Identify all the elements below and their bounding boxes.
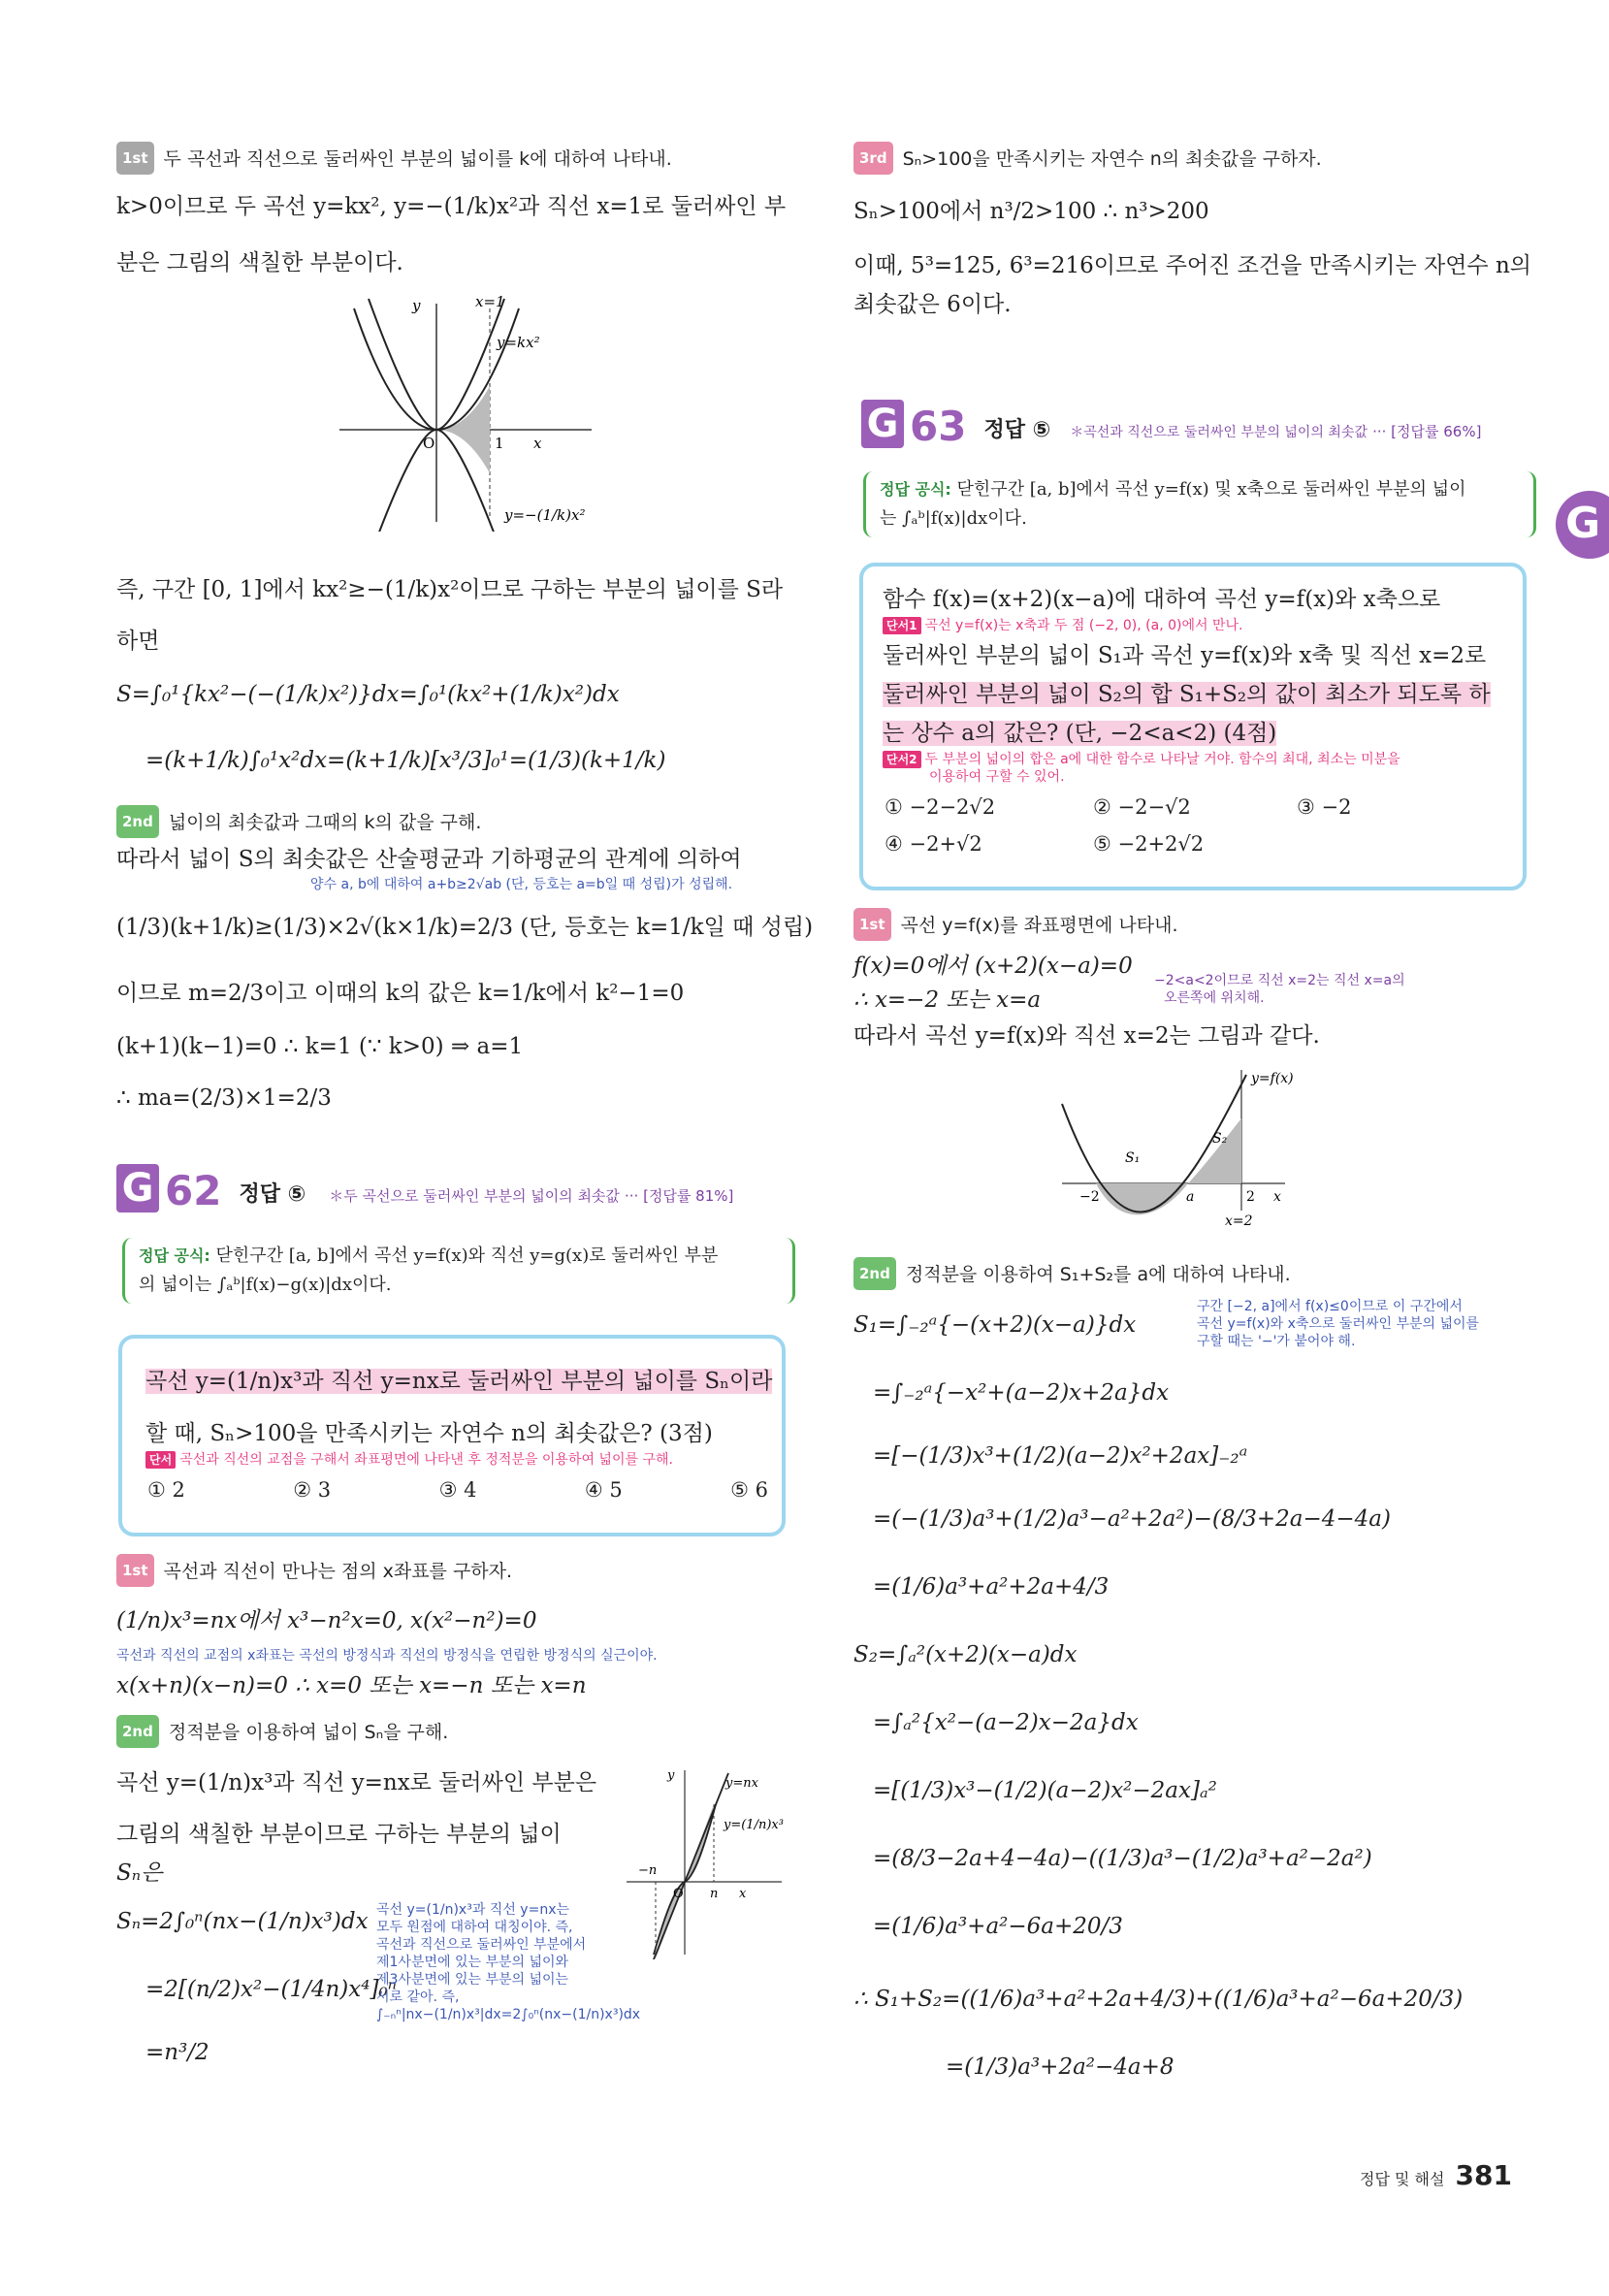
formula-box <box>122 1238 795 1304</box>
choice-5[interactable]: ⑤ 6 <box>730 1478 768 1502</box>
formula-label: 정답 공식: <box>139 1246 210 1265</box>
note-line: 곡선과 직선으로 둘러싸인 부분에서 <box>376 1937 587 1953</box>
note-line: 제1사분면에 있는 부분의 넓이와 <box>376 1955 569 1970</box>
problem-number: 63 <box>910 403 967 450</box>
step1-header <box>853 908 1178 941</box>
hint-badge: 단서1 <box>883 617 921 634</box>
equation: f(x)=0에서 (x+2)(x−a)=0 <box>853 954 1133 979</box>
text-line: 이므로 m=2/3이고 이때의 k의 값은 k=1/k에서 k²−1=0 <box>116 981 685 1006</box>
step-title: 넓이의 최솟값과 그때의 k의 값을 구해. <box>168 812 482 833</box>
page-number: 381 <box>1455 2159 1512 2191</box>
axis-label: x <box>739 1887 747 1901</box>
text-line: 분은 그림의 색칠한 부분이다. <box>116 250 403 275</box>
note-line: ∫₋ₙⁿ|nx−(1/n)x³|dx=2∫₀ⁿ(nx−(1/n)x³)dx <box>376 2007 641 2022</box>
equation: =(1/6)a³+a²−6a+20/3 <box>873 1914 1123 1939</box>
highlight: 곡선 y=(1/n)x³과 직선 y=nx로 둘러싸인 부분의 넓이를 Sₙ이라 <box>145 1369 773 1394</box>
choice-5[interactable]: ⑤ −2+2√2 <box>1093 832 1205 856</box>
note-line: 제3사분면에 있는 부분의 넓이는 <box>376 1972 569 1988</box>
text-line: 하면 <box>116 629 160 654</box>
side-note <box>376 1901 641 2023</box>
text-line: 그림의 색칠한 부분이므로 구하는 부분의 넓이 <box>116 1822 562 1847</box>
equation: Sₙ>100에서 n³/2>100 ∴ n³>200 <box>853 199 1209 224</box>
equation: ∴ ma=(2/3)×1=2/3 <box>116 1085 332 1111</box>
step2-header <box>116 1715 448 1748</box>
step1-header <box>116 142 672 175</box>
hint-text: 곡선 y=f(x)는 x축과 두 점 (−2, 0), (a, 0)에서 만나. <box>924 618 1243 633</box>
text-line: 따라서 곡선 y=f(x)와 직선 x=2는 그림과 같다. <box>853 1023 1320 1049</box>
choice-4[interactable]: ④ −2+√2 <box>885 832 982 856</box>
equation: =∫ₐ²{x²−(a−2)x−2a}dx <box>873 1710 1139 1735</box>
text-line: Sₙ은 <box>116 1860 163 1886</box>
step1-header <box>116 1554 512 1587</box>
tick-label: −n <box>638 1863 658 1878</box>
note-line: 곡선 y=f(x)와 x축으로 둘러싸인 부분의 넓이를 <box>1197 1316 1480 1332</box>
quadratic-figure <box>1052 1065 1304 1230</box>
choice-1[interactable]: ① 2 <box>147 1478 185 1502</box>
hint-text: 이용하여 구할 수 있어. <box>929 769 1065 785</box>
side-note <box>1154 972 1405 1007</box>
step3-header <box>853 142 1322 175</box>
choice-list <box>885 795 1466 856</box>
equation: (1/n)x³=nx에서 x³−n²x=0, x(x²−n²)=0 <box>116 1608 537 1633</box>
equation: S₁=∫₋₂ᵃ{−(x+2)(x−a)}dx <box>853 1312 1137 1338</box>
side-note: 양수 a, b에 대하여 a+b≥2√ab (단, 등호는 a=b일 때 성립)가 성립해. <box>310 877 733 892</box>
step-badge: 1st <box>116 1554 154 1587</box>
step-badge: 3rd <box>853 142 893 175</box>
note-line: 구간 [−2, a]에서 f(x)≤0이므로 이 구간에서 <box>1197 1299 1463 1314</box>
curve-label: y=−(1/k)x² <box>504 506 586 524</box>
equation: S₂=∫ₐ²(x+2)(x−a)dx <box>853 1642 1078 1667</box>
text-line: 최솟값은 6이다. <box>853 292 1012 317</box>
axis-label: y <box>412 297 421 314</box>
formula-text: 는 ∫ₐᵇ|f(x)|dx이다. <box>880 508 1027 529</box>
choice-3[interactable]: ③ 4 <box>438 1478 477 1502</box>
equation: =[−(1/3)x³+(1/2)(a−2)x²+2ax]₋₂ᵃ <box>873 1443 1248 1469</box>
equation: =2[(n/2)x²−(1/4n)x⁴]₀ⁿ <box>145 1977 397 2002</box>
question-text <box>145 1366 772 1397</box>
step2-header <box>853 1257 1291 1290</box>
step-badge: 2nd <box>853 1257 896 1290</box>
equation: (1/3)(k+1/k)≥(1/3)×2√(k×1/k)=2/3 (단, 등호는 k=1/k일 때 성립) <box>116 915 814 940</box>
question-text: 둘러싸인 부분의 넓이 S₁과 곡선 y=f(x)와 x축 및 직선 x=2로 <box>883 643 1487 668</box>
note-line: 모두 원점에 대하여 대칭이야. 즉, <box>376 1920 573 1935</box>
step-title: 곡선과 직선이 만나는 점의 x좌표를 구하자. <box>163 1561 513 1582</box>
hint-text: 곡선과 직선의 교점을 구해서 좌표평면에 나타낸 후 정적분을 이용하여 넓이를 구해. <box>179 1452 673 1468</box>
origin-label: O <box>423 435 435 452</box>
hint-badge: 단서 <box>145 1451 176 1469</box>
axis-label: x <box>533 435 542 452</box>
formula-box <box>863 471 1536 537</box>
equation: =n³/2 <box>145 2040 209 2065</box>
text-line: 이때, 5³=125, 6³=216이므로 주어진 조건을 만족시키는 자연수 n의 <box>853 253 1532 278</box>
equation: x(x+n)(x−n)=0 ∴ x=0 또는 x=−n 또는 x=n <box>116 1673 587 1698</box>
text-line: 따라서 넓이 S의 최솟값은 산술평균과 기하평균의 관계에 의하여 <box>116 847 742 872</box>
tick-label: a <box>1186 1189 1195 1205</box>
equation: =(k+1/k)∫₀¹x²dx=(k+1/k)[x³/3]₀¹=(1/3)(k+1/k) <box>145 748 666 773</box>
question-text <box>883 679 1491 710</box>
step-title: 곡선 y=f(x)를 좌표평면에 나타내. <box>900 915 1178 936</box>
rate-label: ··· [정답률 66%] <box>1372 423 1482 440</box>
step-badge: 1st <box>853 908 891 941</box>
line-label: y=nx <box>725 1776 758 1791</box>
choice-2[interactable]: ② 3 <box>293 1478 332 1502</box>
region-label: S₁ <box>1125 1150 1141 1166</box>
line-label: x=2 <box>1225 1213 1253 1229</box>
choice-3[interactable]: ③ −2 <box>1297 795 1352 819</box>
topic-label: ＊곡선과 직선으로 둘러싸인 부분의 넓이의 최솟값 <box>1070 425 1368 440</box>
parabola-figure <box>330 289 611 532</box>
side-note <box>1197 1298 1527 1350</box>
tick-label: 2 <box>1246 1189 1255 1205</box>
step-badge: 2nd <box>116 805 159 838</box>
equation: =(−(1/3)a³+(1/2)a³−a²+2a²)−(8/3+2a−4−4a) <box>873 1506 1391 1532</box>
equation: S=∫₀¹{kx²−(−(1/k)x²)}dx=∫₀¹(kx²+(1/k)x²)dx <box>116 682 620 707</box>
chapter-tab-label: G <box>1565 499 1601 548</box>
equation: (k+1)(k−1)=0 ∴ k=1 (∵ k>0) ⇒ a=1 <box>116 1034 524 1059</box>
axis-label: y <box>667 1768 675 1783</box>
note-line: 서로 같아. 즉, <box>376 1989 460 2005</box>
step-title: 정적분을 이용하여 S₁+S₂를 a에 대하여 나타내. <box>905 1264 1291 1285</box>
question-text <box>883 718 1276 749</box>
question-text: 함수 f(x)=(x+2)(x−a)에 대하여 곡선 y=f(x)와 x축으로 <box>883 587 1441 612</box>
topic-label: ＊두 곡선으로 둘러싸인 부분의 넓이의 최솟값 <box>329 1187 620 1205</box>
choice-2[interactable]: ② −2−√2 <box>1093 795 1191 819</box>
cubic-line-figure <box>617 1765 791 1959</box>
equation: =(8/3−2a+4−4a)−((1/3)a³−(1/2)a³+a²−2a²) <box>873 1846 1372 1871</box>
g-badge: G <box>861 400 904 448</box>
answer-label: 정답 ⑤ <box>239 1182 306 1207</box>
equation: =∫₋₂ᵃ{−x²+(a−2)x+2a}dx <box>873 1380 1170 1406</box>
equation: =(1/6)a³+a²+2a+4/3 <box>873 1574 1110 1600</box>
note-line: 오른쪽에 위치해. <box>1164 990 1265 1006</box>
curve-label: y=f(x) <box>1251 1071 1294 1086</box>
answer-label: 정답 ⑤ <box>983 418 1051 442</box>
step-title: Sₙ>100을 만족시키는 자연수 n의 최솟값을 구하자. <box>902 148 1322 170</box>
highlight: 둘러싸인 부분의 넓이 S₂의 합 S₁+S₂의 값이 최소가 되도록 하 <box>883 682 1491 707</box>
tick-label: 1 <box>495 435 504 452</box>
equation: ∴ S₁+S₂=((1/6)a³+a²+2a+4/3)+((1/6)a³+a²−6a+20/3) <box>853 1987 1464 2012</box>
hint <box>883 617 1242 634</box>
hint <box>883 751 1400 786</box>
g-badge: G <box>116 1164 159 1213</box>
page-footer <box>1360 2159 1512 2191</box>
text-line: 즉, 구간 [0, 1]에서 kx²≥−(1/k)x²이므로 구하는 부분의 넓이를 S라 <box>116 577 784 602</box>
step-badge: 2nd <box>116 1715 159 1748</box>
equation: =(1/3)a³+2a²−4a+8 <box>946 2054 1175 2080</box>
equation: =[(1/3)x³−(1/2)(a−2)x²−2ax]ₐ² <box>873 1778 1217 1803</box>
formula-text: 닫힌구간 [a, b]에서 곡선 y=f(x)와 직선 y=g(x)로 둘러싸인 부분 <box>215 1245 719 1266</box>
step-title: 두 곡선과 직선으로 둘러싸인 부분의 넓이를 k에 대하여 나타내. <box>163 148 672 170</box>
hint-badge: 단서2 <box>883 751 921 768</box>
text-line: 곡선 y=(1/n)x³과 직선 y=nx로 둘러싸인 부분은 <box>116 1770 597 1795</box>
formula-text: 닫힌구간 [a, b]에서 곡선 y=f(x) 및 x축으로 둘러싸인 부분의 넓이 <box>956 479 1466 500</box>
axis-label: x <box>1273 1189 1281 1205</box>
equation: ∴ x=−2 또는 x=a <box>853 987 1042 1013</box>
choice-1[interactable]: ① −2−2√2 <box>885 795 996 819</box>
tick-label: −2 <box>1079 1189 1100 1205</box>
choice-list <box>147 1478 768 1502</box>
problem-header-g63 <box>861 400 1540 450</box>
formula-text: 의 넓이는 ∫ₐᵇ|f(x)−g(x)|dx이다. <box>139 1275 392 1295</box>
highlight: 는 상수 a의 값은? (단, −2<a<2) (4점) <box>883 721 1277 746</box>
rate-label: ··· [정답률 81%] <box>625 1187 734 1205</box>
hint-text: 두 부분의 넓이의 합은 a에 대한 함수로 나타날 거야. 함수의 최대, 최소는 미분을 <box>924 752 1400 767</box>
chapter-tab <box>1556 491 1609 559</box>
hint <box>145 1451 673 1469</box>
line-label: x=1 <box>475 293 505 310</box>
choice-4[interactable]: ④ 5 <box>584 1478 623 1502</box>
step2-header <box>116 805 481 838</box>
equation: Sₙ=2∫₀ⁿ(nx−(1/n)x³)dx <box>116 1909 369 1934</box>
text-line: k>0이므로 두 곡선 y=kx², y=−(1/k)x²과 직선 x=1로 둘러싸인 부 <box>116 194 787 219</box>
tick-label: n <box>710 1887 719 1901</box>
footer-label: 정답 및 해설 <box>1360 2170 1445 2188</box>
question-text: 할 때, Sₙ>100을 만족시키는 자연수 n의 최솟값은? (3점) <box>145 1421 713 1446</box>
region-label: S₂ <box>1212 1131 1228 1147</box>
note-line: 곡선 y=(1/n)x³과 직선 y=nx는 <box>376 1902 570 1918</box>
problem-header-g62 <box>116 1164 795 1214</box>
side-note: 곡선과 직선의 교점의 x좌표는 곡선의 방정식과 직선의 방정식을 연립한 방정식의 실근이야. <box>116 1648 658 1664</box>
step-badge: 1st <box>116 142 154 175</box>
curve-label: y=kx² <box>497 334 540 351</box>
origin-label: O <box>673 1887 684 1901</box>
problem-number: 62 <box>165 1167 222 1214</box>
note-line: −2<a<2이므로 직선 x=2는 직선 x=a의 <box>1154 973 1405 988</box>
note-line: 구할 때는 '−'가 붙어야 해. <box>1197 1334 1356 1349</box>
step-title: 정적분을 이용하여 넓이 Sₙ을 구해. <box>168 1722 449 1743</box>
curve-label: y=(1/n)x³ <box>724 1818 784 1832</box>
formula-label: 정답 공식: <box>880 480 951 499</box>
